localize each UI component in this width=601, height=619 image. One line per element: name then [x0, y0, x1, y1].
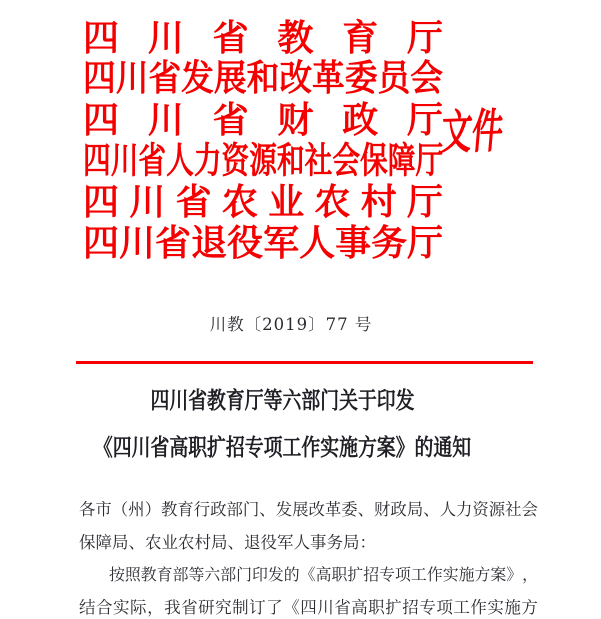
char: 育: [156, 565, 173, 585]
char: 展: [213, 56, 247, 99]
char: 政: [210, 500, 227, 520]
char: 工: [410, 565, 427, 585]
char: 工: [453, 597, 470, 617]
char: 教: [277, 16, 314, 59]
char: 力: [455, 500, 473, 520]
char: 省: [181, 597, 198, 617]
char: 案: [490, 565, 507, 585]
char: 四: [83, 221, 120, 264]
char: 高: [351, 597, 368, 617]
agency-name-line: [83, 99, 443, 140]
body-text-line: 保障局、农业农村局、退役军人事务局：: [79, 532, 376, 552]
char: 的: [283, 565, 300, 585]
char: 印: [252, 565, 268, 585]
notice-title-line1: 四川省教育厅等六部门关于印发: [150, 387, 415, 414]
char: 、: [357, 500, 375, 520]
char: 招: [402, 597, 419, 617]
char: 结: [79, 597, 96, 617]
char: 部: [172, 565, 189, 585]
char: 四: [83, 180, 120, 223]
char: 委: [341, 500, 358, 520]
char: 省: [155, 221, 192, 264]
char: 实: [442, 565, 459, 585]
char: 育: [342, 16, 379, 59]
char: 职: [368, 597, 385, 617]
char: 员: [377, 56, 411, 99]
char: 方: [521, 597, 538, 617]
char: 实: [487, 597, 504, 617]
char: 部: [226, 500, 243, 520]
char: 实: [113, 597, 130, 617]
char: 和: [246, 56, 280, 99]
char: 川: [129, 180, 166, 223]
char: 厅: [406, 98, 443, 141]
char: 业: [268, 180, 305, 223]
char: 力: [193, 138, 222, 182]
char: 发: [181, 56, 214, 99]
char: 职: [331, 565, 348, 585]
char: 市: [95, 500, 112, 520]
char: 等: [188, 565, 205, 585]
char: 省: [334, 597, 351, 617]
char: 展: [292, 500, 309, 520]
char: 革: [312, 56, 345, 99]
char: 农: [314, 180, 351, 223]
agency-name-line: [83, 140, 443, 181]
char: 《: [299, 565, 316, 585]
red-divider-line: [76, 361, 533, 364]
char: 障: [387, 138, 416, 182]
char: 资: [221, 138, 250, 182]
char: 会: [410, 56, 443, 99]
char: ）: [144, 500, 161, 520]
agency-name-block: [83, 17, 443, 263]
char: 四: [83, 98, 120, 141]
char: 会: [332, 138, 361, 182]
char: 社: [505, 500, 522, 520]
char: 政: [342, 98, 379, 141]
char: 四: [83, 138, 111, 182]
char: 厅: [406, 180, 443, 223]
char: 农: [221, 180, 258, 223]
char: 》: [506, 565, 523, 585]
char: 州: [128, 500, 145, 520]
char: 厅: [407, 221, 444, 264]
char: 扩: [385, 597, 402, 617]
char: 政: [390, 500, 407, 520]
char: 人: [299, 221, 336, 264]
char: 军: [263, 221, 300, 264]
char: 我: [164, 597, 181, 617]
char: 部: [220, 565, 237, 585]
doc-number: 川教〔2019〕77 号: [209, 315, 373, 334]
char: 川: [147, 16, 184, 59]
char: 各: [79, 500, 96, 520]
char: 四: [83, 56, 116, 99]
char: 改: [279, 56, 313, 99]
char: 省: [212, 16, 249, 59]
char: 施: [504, 597, 521, 617]
char: 施: [458, 565, 475, 585]
char: 高: [315, 565, 332, 585]
char: 订: [249, 597, 266, 617]
char: （: [111, 500, 129, 520]
char: 发: [267, 565, 284, 585]
char: 按: [109, 565, 125, 585]
char: 委: [344, 56, 378, 99]
agency-name-line: [83, 222, 443, 263]
body-text-block: [79, 494, 538, 619]
char: 项: [395, 565, 411, 585]
char: 局: [406, 500, 424, 520]
char: 育: [177, 500, 194, 520]
char: 行: [193, 500, 211, 520]
char: 作: [470, 597, 487, 617]
char: 门: [242, 500, 260, 520]
char: 教: [160, 500, 178, 520]
char: 际: [130, 597, 147, 617]
char: 扩: [347, 565, 364, 585]
char: 保: [360, 138, 388, 182]
char: 会: [521, 500, 538, 520]
char: 、: [423, 500, 440, 520]
char: ，: [522, 565, 539, 585]
char: 四: [83, 16, 120, 59]
char: 专: [419, 597, 436, 617]
char: 、: [259, 500, 276, 520]
char: 省: [175, 180, 212, 223]
char: 村: [360, 180, 397, 223]
char: 发: [275, 500, 293, 520]
notice-title-line2: 《四川省高职扩招专项工作实施方案》的通知: [93, 434, 472, 461]
char: 六: [204, 565, 221, 585]
char: 省: [138, 138, 167, 182]
char: 四: [300, 597, 317, 617]
char: 川: [110, 138, 139, 182]
char: ，: [147, 597, 164, 617]
body-text-line: [109, 559, 538, 592]
char: 人: [439, 500, 456, 520]
char: 事: [335, 221, 372, 264]
agency-name-line: [83, 181, 443, 222]
char: 财: [374, 500, 391, 520]
char: 川: [317, 597, 334, 617]
char: 方: [474, 565, 491, 585]
char: 革: [324, 500, 342, 520]
char: 招: [363, 565, 380, 585]
char: 省: [148, 56, 182, 99]
char: 务: [371, 221, 408, 264]
char: 专: [379, 565, 396, 585]
char: 源: [249, 138, 277, 182]
char: 川: [115, 56, 149, 99]
char: 门: [236, 565, 253, 585]
char: 和: [276, 138, 305, 182]
agency-name-line: [83, 58, 443, 99]
char: 厅: [406, 16, 443, 59]
char: 研: [198, 597, 215, 617]
char: 川: [147, 98, 184, 141]
char: 人: [166, 138, 194, 182]
char: 制: [232, 597, 249, 617]
body-text-line: [79, 494, 538, 527]
char: 照: [124, 565, 141, 585]
char: 究: [215, 597, 232, 617]
body-text-line: [79, 592, 538, 619]
char: 财: [277, 98, 314, 141]
char: 合: [96, 597, 113, 617]
agency-name-line: [83, 17, 443, 58]
char: 项: [436, 597, 453, 617]
char: 省: [212, 98, 249, 141]
doc-label: 文件: [438, 103, 506, 162]
char: 教: [140, 565, 157, 585]
char: 社: [304, 138, 333, 182]
char: 了: [266, 597, 283, 617]
char: 役: [227, 221, 264, 264]
char: 川: [119, 221, 156, 264]
char: 源: [488, 500, 506, 520]
char: 退: [191, 221, 228, 264]
char: 厅: [415, 138, 444, 182]
char: 作: [426, 565, 443, 585]
char: 改: [308, 500, 325, 520]
char: 资: [472, 500, 489, 520]
char: 《: [283, 597, 300, 617]
